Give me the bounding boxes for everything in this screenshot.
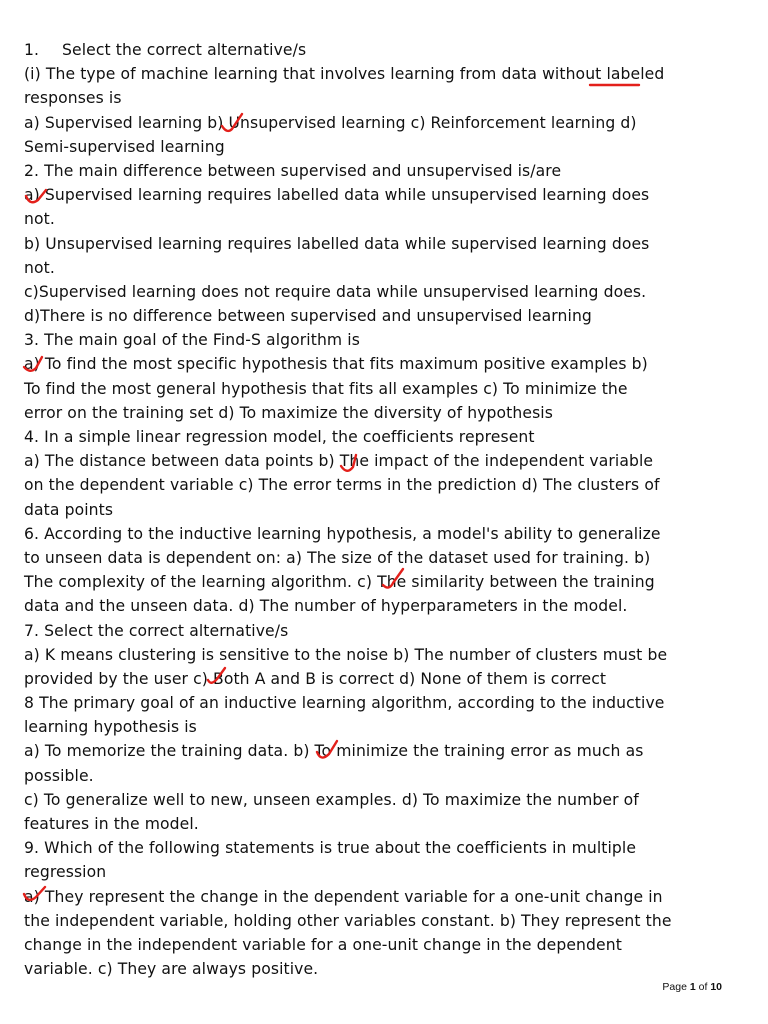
answer-line: c) To generalize well to new, unseen examples. d) To maximize the number of	[24, 790, 639, 809]
answer-line: a) Supervised learning requires labelled data while unsupervised learning does	[24, 186, 650, 205]
answer-line: a) They represent the change in the dependent variable for a one-unit change in	[24, 887, 663, 906]
question-line: 3. The main goal of the Find-S algorithm is	[24, 331, 360, 350]
question-line: 1. Select the correct alternative/s	[24, 38, 754, 62]
answer-line: a) Supervised learning b) Unsupervised learning c) Reinforcement learning d)	[24, 113, 637, 132]
question-line: learning hypothesis is	[24, 718, 197, 737]
answer-line: The complexity of the learning algorithm. c) The similarity between the training	[24, 573, 655, 592]
answer-line: features in the model.	[24, 815, 199, 833]
question-line: responses is	[24, 89, 122, 108]
answer-line: a) The distance between data points b) The impact of the independent variable	[24, 452, 654, 471]
answer-line: provided by the user c) Both A and B is correct d) None of them is correct	[24, 669, 607, 688]
answer-line: on the dependent variable c) The error terms in the prediction d) The clusters of	[24, 476, 660, 495]
answer-line: a) To find the most specific hypothesis that fits maximum positive examples b)	[24, 355, 648, 374]
answer-line: a) K means clustering is sensitive to the noise b) The number of clusters must be	[24, 645, 668, 664]
question-text	[24, 38, 754, 981]
answer-line: error on the training set d) To maximize the diversity of hypothesis	[24, 403, 553, 422]
answer-line: variable. c) They are always positive.	[24, 960, 319, 979]
question-line: regression	[24, 863, 107, 882]
answer-line: change in the independent variable for a one-unit change in the dependent	[24, 935, 622, 954]
answer-line: d)There is no difference between supervised and unsupervised learning	[24, 307, 592, 326]
question-line: 4. In a simple linear regression model, the coefficients represent	[24, 428, 535, 446]
answer-line: the independent variable, holding other variables constant. b) They represent the	[24, 911, 672, 930]
answer-line: not.	[24, 210, 55, 229]
answer-line: a) To memorize the training data. b) To minimize the training error as much as	[24, 742, 644, 761]
answer-line: c)Supervised learning does not require data while unsupervised learning does.	[24, 282, 647, 301]
answer-line: to unseen data is dependent on: a) The size of the dataset used for training. b)	[24, 548, 651, 567]
current-page-number: 1	[689, 981, 696, 993]
question-line: 9. Which of the following statements is true about the coefficients in multiple	[24, 839, 637, 858]
question-line: 2. The main difference between supervised and unsupervised is/are	[24, 161, 562, 180]
answer-line: Semi-supervised learning	[24, 137, 225, 156]
question-line: 6. According to the inductive learning hypothesis, a model's ability to generalize	[24, 524, 661, 543]
answer-line: data and the unseen data. d) The number of hyperparameters in the model.	[24, 597, 628, 616]
answer-line: not.	[24, 258, 55, 277]
answer-line: possible.	[24, 766, 94, 785]
question-number: 1.	[24, 41, 40, 59]
answer-line: data points	[24, 500, 114, 519]
answer-line: To find the most general hypothesis that fits all examples c) To minimize the	[24, 379, 628, 398]
answer-line: b) Unsupervised learning requires labelled data while supervised learning does	[24, 234, 650, 253]
question-line: 7. Select the correct alternative/s	[24, 621, 289, 640]
question-line: (i) The type of machine learning that involves learning from data without labeled	[24, 65, 665, 84]
page-footer: Page 1 of 10	[662, 981, 722, 993]
total-page-number: 10	[710, 981, 722, 993]
question-line: 8 The primary goal of an inductive learning algorithm, according to the inductive	[24, 694, 665, 713]
